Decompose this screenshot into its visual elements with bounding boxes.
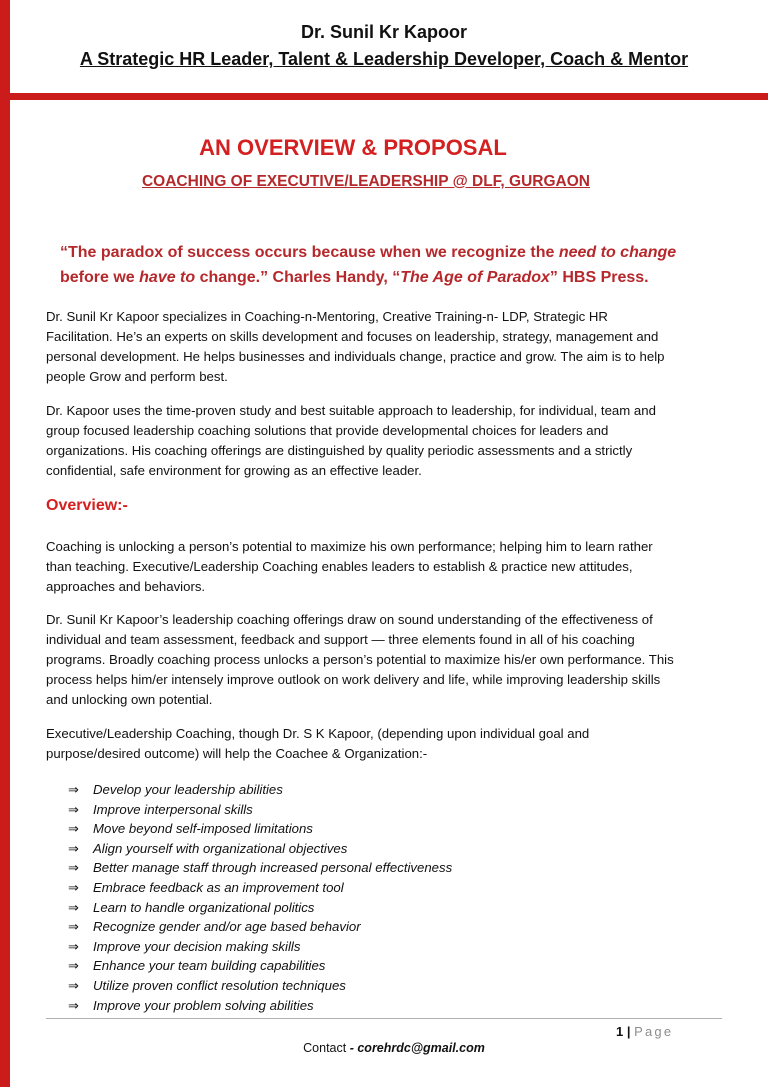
page-separator: | — [626, 1024, 631, 1039]
contact-label: Contact — [303, 1041, 347, 1055]
coaching-offerings-paragraph: Dr. Sunil Kr Kapoor’s leadership coaching offerings draw on sound understanding of the effectiveness of individual and team assessment, feedback and support — three elements found in all of his coaching programs. Broadly coaching process unlocks a person’s potential to maximize his/er own performance. This process helps him/er intensely improve outlook on work delivery and life, while improving leadership skills and unlocking own potential. — [46, 612, 674, 707]
list-item: ⇒ Recognize gender and/or age based behavior — [68, 917, 452, 937]
page-number-value: 1 — [616, 1024, 624, 1039]
coaching-outcome-intro: Executive/Leadership Coaching, though Dr. S K Kapoor, (depending upon individual goal and purpose/desired outcome) will help the Coachee & Organization:- — [46, 726, 590, 761]
quote-text-4: ” HBS Press. — [549, 269, 649, 286]
coaching-definition-paragraph: Coaching is unlocking a person’s potential to maximize his own performance; helping him to learn rather than teaching. Executive/Leadership Coaching enables leaders to establish & practice new attitudes, approaches and behaviors. — [46, 539, 653, 594]
approach-paragraph: Dr. Kapoor uses the time-proven study and best suitable approach to leadership, for individual, team and group focused leadership coaching solutions that provide developmental choices for leaders and organizations. His coaching offerings are distinguished by quality periodic assessments and a strictly confidential, safe environment for growing as an effective leader. — [46, 403, 656, 478]
header-name: Dr. Sunil Kr Kapoor — [300, 22, 468, 42]
page-label: Page — [634, 1024, 674, 1039]
arrow-icon: ⇒ — [68, 880, 79, 896]
arrow-icon: ⇒ — [68, 822, 79, 838]
quote-text-3: change.” Charles Handy, “ — [195, 269, 401, 286]
list-item: ⇒ Move beyond self-imposed limitations — [68, 819, 452, 839]
arrow-icon: ⇒ — [68, 998, 79, 1014]
header-subtitle: A Strategic HR Leader, Talent & Leadership Developer, Coach & Mentor — [79, 49, 689, 69]
list-item: ⇒ Develop your leadership abilities — [68, 780, 452, 800]
left-accent-bar — [0, 0, 10, 1087]
list-item: ⇒ Embrace feedback as an improvement tool — [68, 878, 452, 898]
footer-divider — [46, 1018, 722, 1019]
arrow-icon: ⇒ — [68, 900, 79, 916]
list-item: ⇒ Improve interpersonal skills — [68, 800, 452, 820]
arrow-icon: ⇒ — [68, 978, 79, 994]
arrow-icon: ⇒ — [68, 841, 79, 857]
list-item: ⇒ Better manage staff through increased personal effectiveness — [68, 858, 452, 878]
benefits-list — [68, 780, 452, 1015]
list-item: ⇒ Align yourself with organizational objectives — [68, 839, 452, 859]
quote-emphasis-2: have to — [139, 269, 196, 286]
header-divider — [10, 93, 768, 100]
arrow-icon: ⇒ — [68, 920, 79, 936]
arrow-icon: ⇒ — [68, 939, 79, 955]
contact-line — [0, 1041, 768, 1055]
contact-email: - corehrdc@gmail.com — [349, 1041, 485, 1055]
arrow-icon: ⇒ — [68, 861, 79, 877]
document-title: AN OVERVIEW & PROPOSAL — [199, 135, 507, 160]
document-subtitle: COACHING OF EXECUTIVE/LEADERSHIP @ DLF, GURGAON — [141, 173, 590, 190]
quote-book-title: The Age of Paradox — [400, 269, 550, 286]
intro-paragraph: Dr. Sunil Kr Kapoor specializes in Coaching-n-Mentoring, Creative Training-n- LDP, Strategic HR Facilitation. He’s an experts on skills development and focuses on leadership, strategy, management and personal development. He helps businesses and individuals change, practice and grow. The aim is to help people Grow and perform best. — [46, 309, 665, 384]
arrow-icon: ⇒ — [68, 783, 79, 798]
quote-emphasis-1: need to change — [558, 244, 677, 261]
arrow-icon: ⇒ — [68, 959, 79, 975]
quote — [60, 240, 700, 290]
arrow-icon: ⇒ — [68, 802, 79, 818]
list-item: ⇒ Learn to handle organizational politics — [68, 898, 452, 918]
quote-text-1: “The paradox of success occurs because when we recognize the — [60, 244, 559, 261]
quote-text-2: before we — [60, 269, 140, 286]
list-item: ⇒ Improve your decision making skills — [68, 937, 452, 957]
page-number — [616, 1024, 673, 1039]
list-item: ⇒ Enhance your team building capabilities — [68, 956, 452, 976]
list-item: ⇒ Improve your problem solving abilities — [68, 996, 452, 1016]
overview-heading: Overview:- — [46, 497, 128, 514]
list-item: ⇒ Utilize proven conflict resolution techniques — [68, 976, 452, 996]
